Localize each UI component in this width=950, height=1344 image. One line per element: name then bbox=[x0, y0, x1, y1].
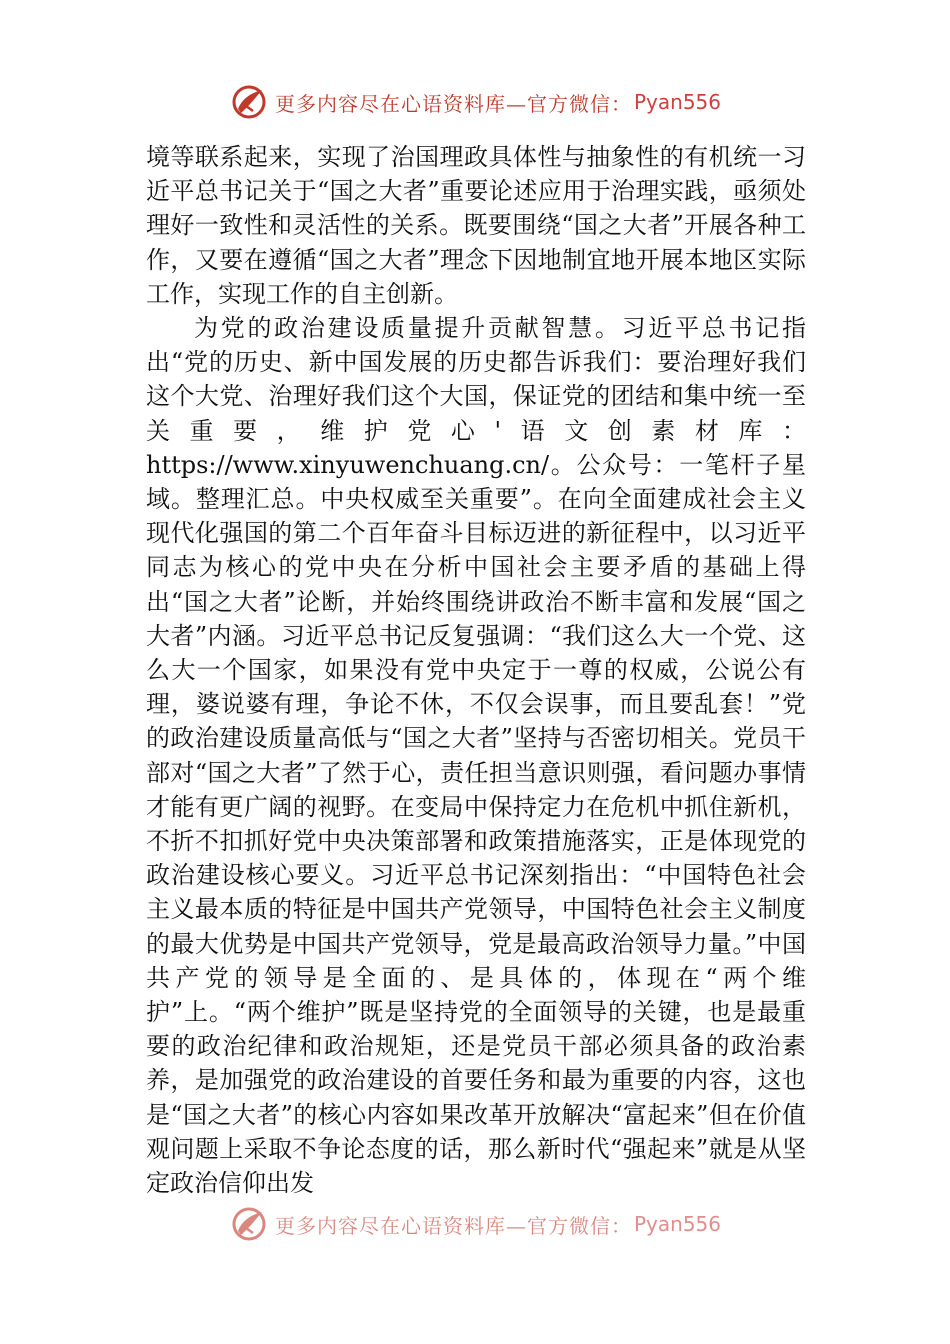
footer-watermark bbox=[0, 1202, 950, 1246]
brush-stroke-logo-icon bbox=[229, 1204, 269, 1244]
header-watermark bbox=[0, 80, 950, 124]
footer-watermark-id: Pyan556 bbox=[633, 1212, 721, 1236]
document-body bbox=[146, 140, 806, 1200]
header-watermark-id: Pyan556 bbox=[633, 90, 721, 114]
brush-stroke-logo-icon bbox=[229, 82, 269, 122]
paragraph-2: 为党的政治建设质量提升贡献智慧。习近平总书记指出“党的历史、新中国发展的历史都告诉我们：要治理好我们这个大党、治理好我们这个大国，保证党的团结和集中统一至关重要，维护党心'语文创素材库：https://www.xinyuwenchuang.cn/。公众号：一笔杆子星域。整理汇总。中央权威至关重要”。在向全面建成社会主义现代化强国的第二个百年奋斗目标迈进的新征程中，以习近平同志为核心的党中央在分析中国社会主要矛盾的基础上得出“国之大者”论断，并始终围绕讲政治不断丰富和发展“国之大者”内涵。习近平总书记反复强调：“我们这么大一个党、这么大一个国家，如果没有党中央定于一尊的权威，公说公有理，婆说婆有理，争论不休，不仅会误事，而且要乱套！”党的政治建设质量高低与“国之大者”坚持与否密切相关。党员干部对“国之大者”了然于心，责任担当意识则强，看问题办事情才能有更广阔的视野。在变局中保持定力在危机中抓住新机，不折不扣抓好党中央决策部署和政策措施落实，正是体现党的政治建设核心要义。习近平总书记深刻指出：“中国特色社会主义最本质的特征是中国共产党领导，中国特色社会主义制度的最大优势是中国共产党领导，党是最高政治领导力量。”中国共产党的领导是全面的、是具体的，体现在“两个维护”上。“两个维护”既是坚持党的全面领导的关键，也是最重要的政治纪律和政治规矩，还是党员干部必须具备的政治素养，是加强党的政治建设的首要任务和最为重要的内容，这也是“国之大者”的核心内容如果改革开放解决“富起来”但在价值观问题上采取不争论态度的话，那么新时代“强起来”就是从坚定政治信仰出发 bbox=[146, 314, 806, 1198]
header-watermark-text: 更多内容尽在心语资料库—官方微信： bbox=[274, 91, 632, 116]
paragraph-1: 境等联系起来，实现了治国理政具体性与抽象性的有机统一习近平总书记关于“国之大者”重要论述应用于治理实践，亟须处理好一致性和灵活性的关系。既要围绕“国之大者”开展各种工作，又要在遵循“国之大者”理念下因地制宜地开展本地区实际工作，实现工作的自主创新。 bbox=[146, 143, 806, 308]
footer-watermark-text: 更多内容尽在心语资料库—官方微信： bbox=[274, 1213, 632, 1238]
